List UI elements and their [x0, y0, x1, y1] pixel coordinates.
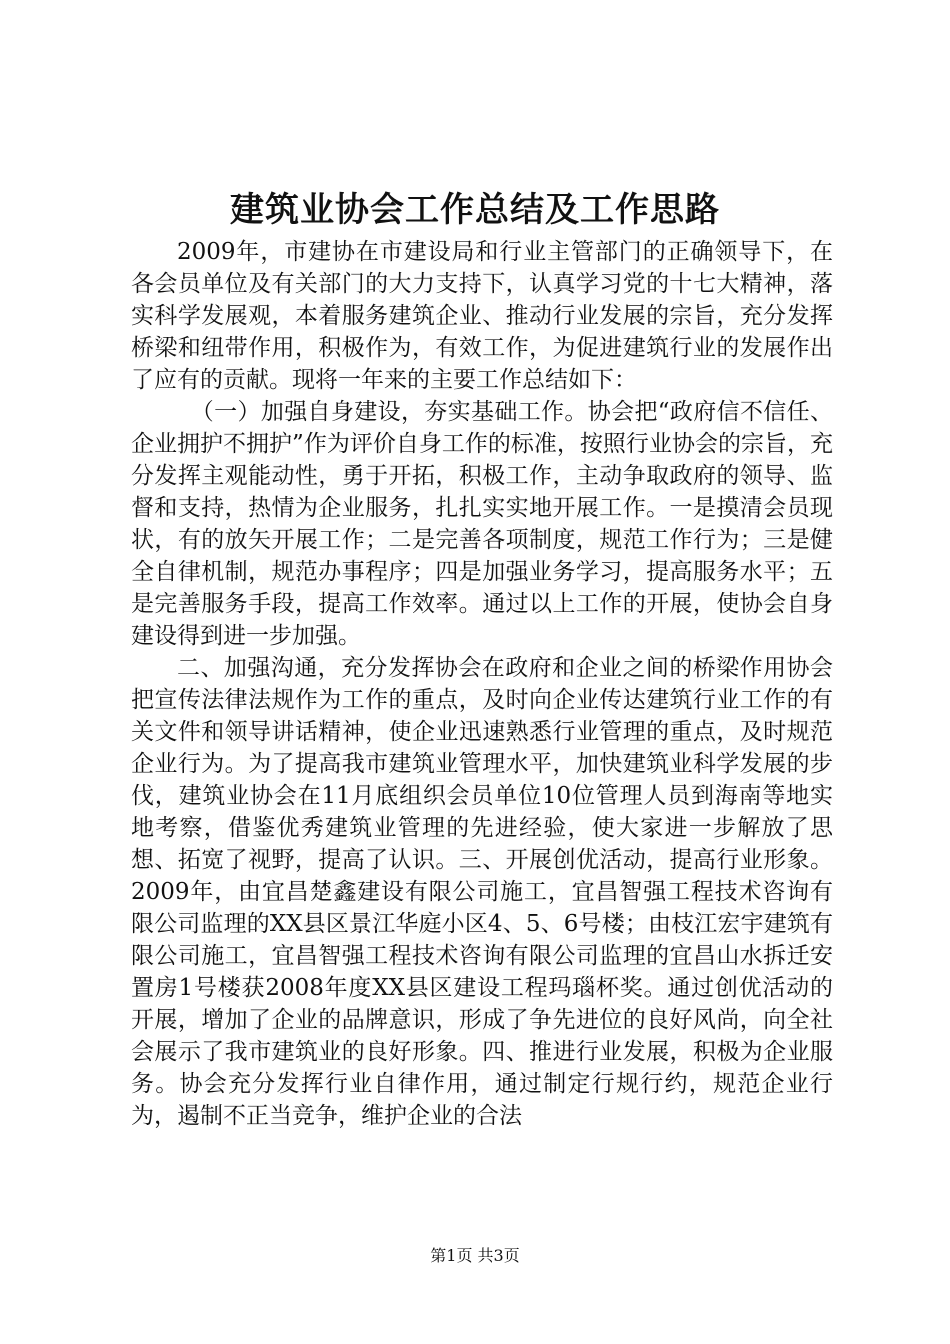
paragraph-section-1: （一）加强自身建设，夯实基础工作。协会把“政府信不信任、企业拥护不拥护”作为评价自身工作的标准，按照行业协会的宗旨，充分发挥主观能动性，勇于开拓，积极工作，主动争取政府的领导、监督和支持，热情为企业服务，扎扎实实地开展工作。一是摸清会员现状，有的放矢开展工作；二是完善各项制度，规范工作行为；三是健全自律机制，规范办事程序；四是加强业务学习，提高服务水平；五是完善服务手段，提高工作效率。通过以上工作的开展，使协会自身建设得到进一步加强。	[131, 399, 833, 649]
paragraph-intro: 2009年，市建协在市建设局和行业主管部门的正确领导下，在各会员单位及有关部门的大力支持下，认真学习党的十七大精神，落实科学发展观，本着服务建筑企业、推动行业发展的宗旨，充分发挥桥梁和纽带作用，积极作为，有效工作，为促进建筑行业的发展作出了应有的贡献。现将一年来的主要工作总结如下：	[131, 239, 833, 393]
document-title: 建筑业协会工作总结及工作思路	[230, 190, 720, 230]
page-number-footer: 第1页 共3页	[430, 1246, 520, 1265]
document-body	[131, 236, 833, 1132]
paragraph-section-2: 二、加强沟通，充分发挥协会在政府和企业之间的桥梁作用协会把宣传法律法规作为工作的重点，及时向企业传达建筑行业工作的有关文件和领导讲话精神，使企业迅速熟悉行业管理的重点，及时规范企业行为。为了提高我市建筑业管理水平，加快建筑业科学发展的步伐，建筑业协会在11月底组织会员单位10位管理人员到海南等地实地考察，借鉴优秀建筑业管理的先进经验，使大家进一步解放了思想、拓宽了视野，提高了认识。三、开展创优活动，提高行业形象。2009年，由宜昌楚鑫建设有限公司施工，宜昌智强工程技术咨询有限公司监理的XX县区景江华庭小区4、5、6号楼；由枝江宏宇建筑有限公司施工，宜昌智强工程技术咨询有限公司监理的宜昌山水拆迁安置房1号楼获2008年度XX县区建设工程玛瑙杯奖。通过创优活动的开展，增加了企业的品牌意识，形成了争先进位的良好风尚，向全社会展示了我市建筑业的良好形象。四、推进行业发展，积极为企业服务。协会充分发挥行业自律作用，通过制定行规行约，规范企业行为，遏制不正当竞争，维护企业的合法	[131, 655, 833, 1129]
